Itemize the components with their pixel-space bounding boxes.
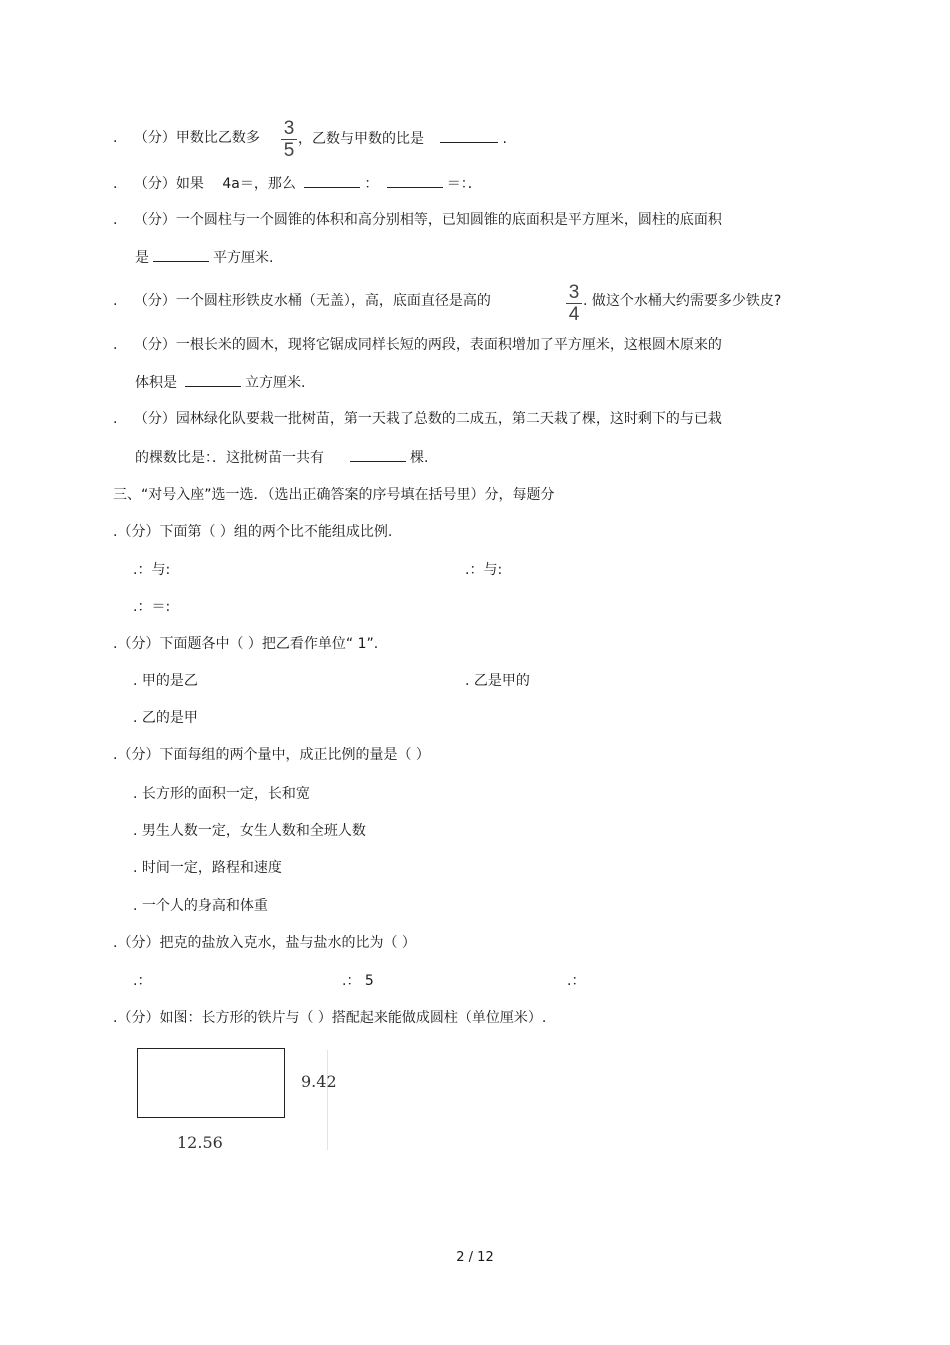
fraction-3-4: [566, 283, 582, 324]
question-3: [113, 210, 722, 230]
question-4: [113, 291, 491, 311]
mc-question-3: .（分）下面每组的两个量中，成正比例的量是（ ）: [113, 747, 430, 763]
question-text: 棵.: [410, 450, 429, 466]
answer-blank[interactable]: [304, 173, 360, 188]
mc-option-d[interactable]: . 一个人的身高和体重: [133, 898, 268, 914]
mc-option-b[interactable]: .： 5: [342, 973, 374, 989]
question-6-line2: [135, 447, 428, 468]
item-dot: .: [113, 293, 118, 309]
answer-blank[interactable]: [440, 128, 498, 143]
period: .: [502, 131, 507, 147]
fraction-numerator: 3: [283, 118, 295, 139]
question-text: （分）如果: [133, 176, 204, 192]
mc-option-a[interactable]: . 长方形的面积一定，长和宽: [133, 786, 310, 802]
fraction-numerator: 3: [568, 282, 580, 303]
mc-option-b[interactable]: . 乙是甲的: [465, 673, 530, 689]
mc-option-a[interactable]: .：: [133, 973, 152, 989]
question-text: 平方厘米.: [213, 250, 274, 266]
mc-question-5: .（分）如图：长方形的铁片与（ ）搭配起来能做成圆柱（单位厘米）.: [113, 1010, 547, 1026]
question-text: 是: [135, 250, 149, 266]
figure-divider: [327, 1050, 328, 1150]
fraction-denominator: 5: [283, 140, 295, 161]
mc-option-a[interactable]: .：与:: [133, 562, 171, 578]
question-1: [113, 128, 260, 148]
answer-blank[interactable]: [387, 173, 443, 188]
fraction-denominator: 4: [568, 304, 580, 325]
width-label: 12.56: [177, 1133, 223, 1152]
item-dot: .: [113, 130, 118, 146]
page-number: 2 / 12: [456, 1250, 494, 1265]
item-dot: .: [113, 411, 118, 427]
item-dot: .: [113, 176, 118, 192]
colon: ：: [364, 176, 379, 192]
question-1-cont: [298, 128, 507, 149]
item-dot: .: [113, 337, 118, 353]
height-label: 9.42: [301, 1072, 337, 1091]
question-2: [113, 173, 482, 194]
answer-blank[interactable]: [185, 372, 241, 387]
section-heading: 三、“对号入座”选一选．（选出正确答案的序号填在括号里）分，每题分: [113, 487, 555, 503]
question-5-line2: [135, 372, 305, 393]
mc-option-b[interactable]: . 男生人数一定，女生人数和全班人数: [133, 823, 366, 839]
mc-option-a[interactable]: . 甲的是乙: [133, 673, 198, 689]
answer-blank[interactable]: [350, 447, 406, 462]
expression: 4a＝，那么: [222, 176, 296, 192]
question-text: （分）一个圆柱形铁皮水桶（无盖），高，底面直径是高的: [133, 293, 491, 309]
mc-question-1: .（分）下面第（ ）组的两个比不能组成比例.: [113, 524, 393, 540]
question-text: （分）一根长米的圆木，现将它锯成同样长短的两段，表面积增加了平方厘米，这根圆木原来的: [133, 337, 722, 353]
question-text: （分）一个圆柱与一个圆锥的体积和高分别相等，已知圆锥的底面积是平方厘米，圆柱的底面积: [133, 212, 722, 228]
question-text: 体积是: [135, 375, 177, 391]
item-dot: .: [113, 212, 118, 228]
question-text: （分）甲数比乙数多: [133, 130, 260, 146]
rectangle-figure: [137, 1048, 285, 1118]
expression-end: ＝：．: [446, 176, 482, 192]
mc-option-b[interactable]: .：与:: [465, 562, 503, 578]
mc-option-c[interactable]: . 乙的是甲: [133, 710, 198, 726]
question-3-line2: [135, 247, 273, 268]
question-text: . 做这个水桶大约需要多少铁皮?: [583, 293, 782, 309]
question-text: 的棵数比是：．这批树苗一共有: [135, 450, 324, 466]
question-text: 立方厘米.: [245, 375, 306, 391]
mc-question-2: .（分）下面题各中（ ）把乙看作单位“ 1”.: [113, 636, 379, 652]
fraction-3-5: [281, 119, 297, 160]
answer-blank[interactable]: [153, 247, 209, 262]
question-4-cont: [583, 291, 781, 311]
question-6: [113, 409, 722, 429]
mc-option-c[interactable]: .：＝:: [133, 599, 171, 615]
question-text: （分）园林绿化队要栽一批树苗，第一天栽了总数的二成五，第二天栽了棵，这时剩下的与已栽: [133, 411, 722, 427]
mc-question-4: .（分）把克的盐放入克水，盐与盐水的比为（ ）: [113, 935, 416, 951]
question-5: [113, 335, 722, 355]
mc-option-c[interactable]: . 时间一定，路程和速度: [133, 860, 282, 876]
mc-option-c[interactable]: .：: [567, 973, 586, 989]
question-text: ，乙数与甲数的比是: [298, 131, 424, 147]
